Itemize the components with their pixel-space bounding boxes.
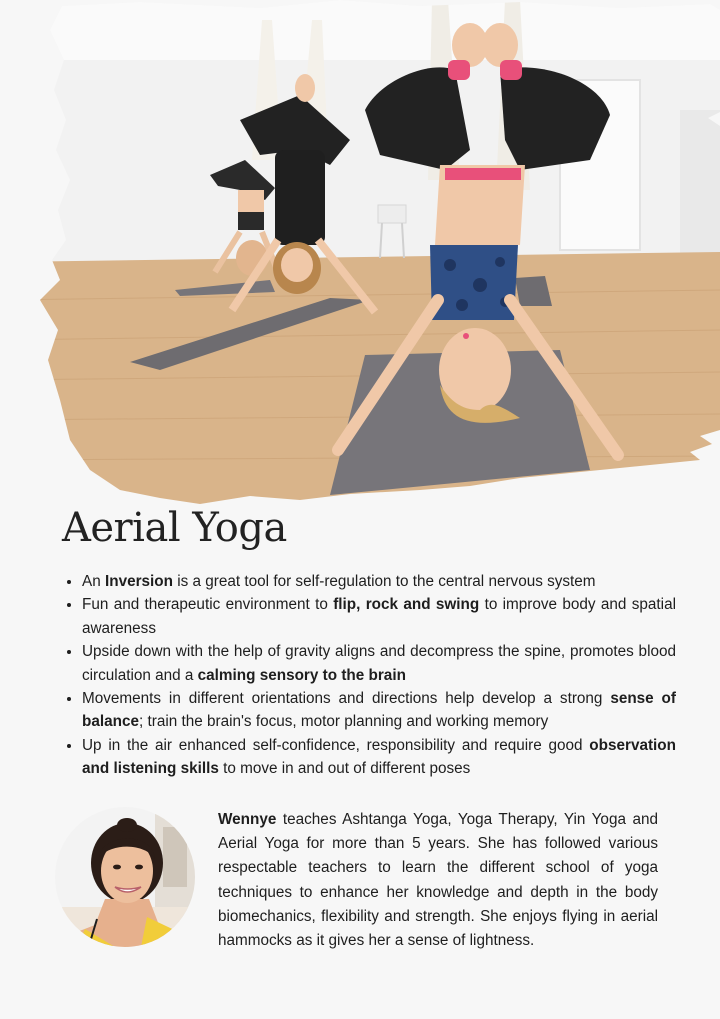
bullet-highlight: sense of balance (82, 690, 676, 731)
bullet-highlight: observation and listening skills (82, 736, 676, 778)
bullet-text: ; train the brain's focus, motor planning and working memory (138, 713, 549, 731)
list-item (82, 593, 676, 640)
benefits-list (66, 570, 676, 781)
bullet-text: An (82, 573, 105, 590)
bullet-text: Movements in different orientations and directions help develop a strong (82, 690, 611, 708)
bullet-highlight: Inversion (104, 573, 173, 590)
instructor-avatar (55, 807, 195, 947)
list-item (82, 687, 676, 734)
bio-text: teaches Ashtanga Yoga, Yoga Therapy, Yin Yoga and Aerial Yoga for more than 5 years. She has followed various respectable teachers to learn the different school of yoga techniques to enhance her knowledge and depth in the body biomechanics, flexibility and strength. She enjoys flying in aerial hammocks as it gives her a sense of lightness. (218, 811, 658, 950)
bullet-text: Upside down with the help of gravity aligns and decompress the spine, promotes blood circulation and a (82, 643, 676, 684)
list-item (82, 734, 676, 781)
page-title: Aerial Yoga (62, 505, 287, 551)
bullet-highlight: calming sensory to the brain (197, 666, 406, 684)
instructor-name: Wennye (218, 811, 277, 828)
bullet-text: to improve body and spatial awareness (82, 596, 676, 637)
bullet-text: is a great tool for self-regulation to the central nervous system (172, 573, 596, 590)
bullet-text: to move in and out of different poses (218, 760, 471, 778)
bullet-text: Up in the air enhanced self-confidence, responsibility and require good (82, 736, 590, 754)
list-item (82, 570, 676, 593)
bullet-text: Fun and therapeutic environment to (82, 596, 334, 614)
list-item (82, 640, 676, 687)
instructor-bio (218, 808, 658, 953)
bullet-highlight: flip, rock and swing (333, 596, 480, 614)
